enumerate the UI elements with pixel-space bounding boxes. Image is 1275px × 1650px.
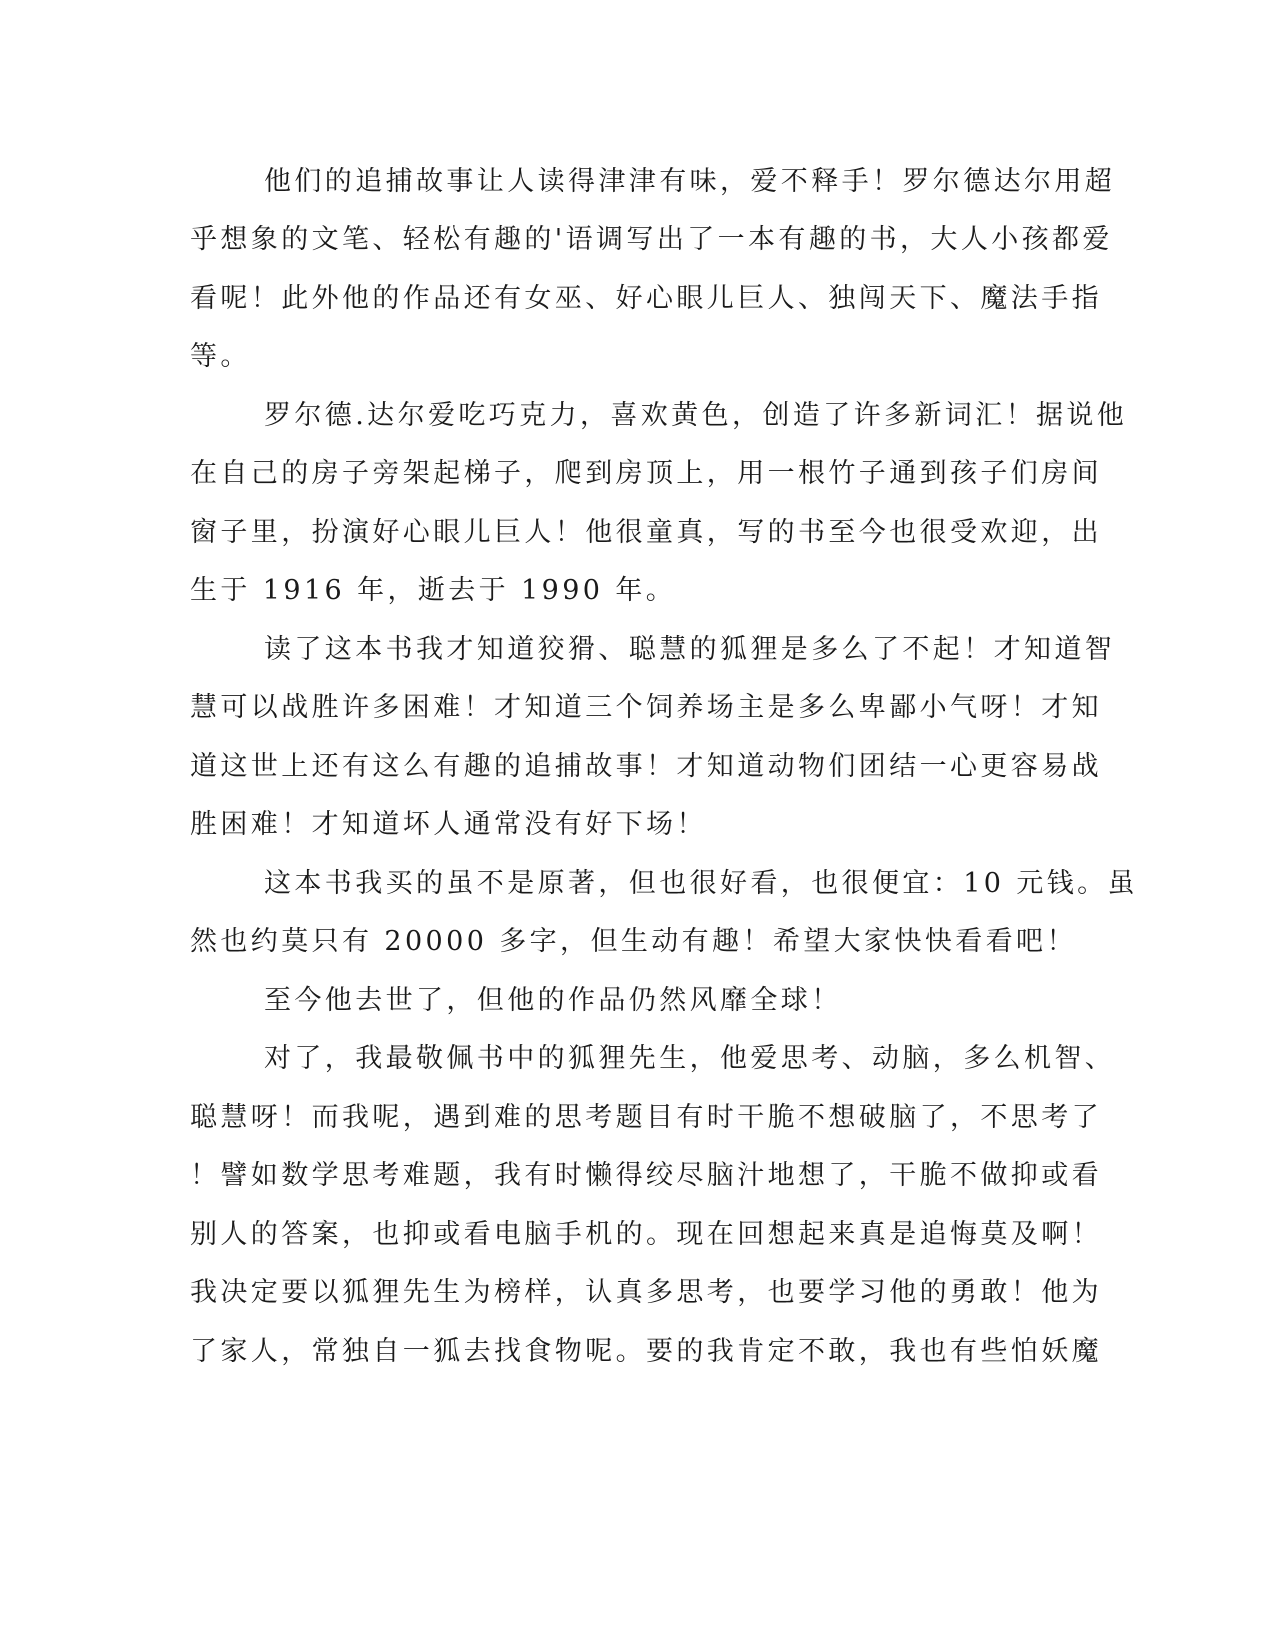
text-line: 看呢！此外他的作品还有女巫、好心眼儿巨人、独闯天下、魔法手指: [190, 283, 1102, 314]
text-line: 至今他去世了，但他的作品仍然风靡全球！: [264, 985, 842, 1016]
text-line: 等。: [190, 341, 251, 372]
text-line: ！譬如数学思考难题，我有时懒得绞尽脑汁地想了，干脆不做抑或看: [190, 1160, 1102, 1191]
text-line: 读了这本书我才知道狡猾、聪慧的狐狸是多么了不起！才知道智: [264, 634, 1116, 665]
text-line: 道这世上还有这么有趣的追捕故事！才知道动物们团结一心更容易战: [190, 751, 1102, 782]
text-line: 我决定要以狐狸先生为榜样，认真多思考，也要学习他的勇敢！他为: [190, 1277, 1102, 1308]
text-line: 别人的答案，也抑或看电脑手机的。现在回想起来真是追悔莫及啊！: [190, 1219, 1102, 1250]
text-line: 在自己的房子旁架起梯子，爬到房顶上，用一根竹子通到孩子们房间: [190, 458, 1102, 489]
text-line: 对了，我最敬佩书中的狐狸先生，他爱思考、动脑，多么机智、: [264, 1043, 1116, 1074]
text-line: 然也约莫只有 20000 多字，但生动有趣！希望大家快快看看吧！: [190, 926, 1077, 957]
text-line: 生于 1916 年，逝去于 1990 年。: [190, 575, 677, 606]
text-line: 罗尔德.达尔爱吃巧克力，喜欢黄色，创造了许多新词汇！据说他: [264, 400, 1128, 431]
text-line: 他们的追捕故事让人读得津津有味，爱不释手！罗尔德达尔用超: [264, 166, 1116, 197]
text-line: 了家人，常独自一狐去找食物呢。要的我肯定不敢，我也有些怕妖魔: [190, 1336, 1102, 1367]
text-line: 乎想象的文笔、轻松有趣的'语调写出了一本有趣的书，大人小孩都爱: [190, 224, 1113, 255]
text-line: 胜困难！才知道坏人通常没有好下场！: [190, 809, 707, 840]
text-line: 慧可以战胜许多困难！才知道三个饲养场主是多么卑鄙小气呀！才知: [190, 692, 1102, 723]
text-line: 这本书我买的虽不是原著，但也很好看，也很便宜：10 元钱。虽: [264, 868, 1138, 899]
text-line: 聪慧呀！而我呢，遇到难的思考题目有时干脆不想破脑了，不思考了: [190, 1102, 1102, 1133]
text-line: 窗子里，扮演好心眼儿巨人！他很童真，写的书至今也很受欢迎，出: [190, 517, 1102, 548]
